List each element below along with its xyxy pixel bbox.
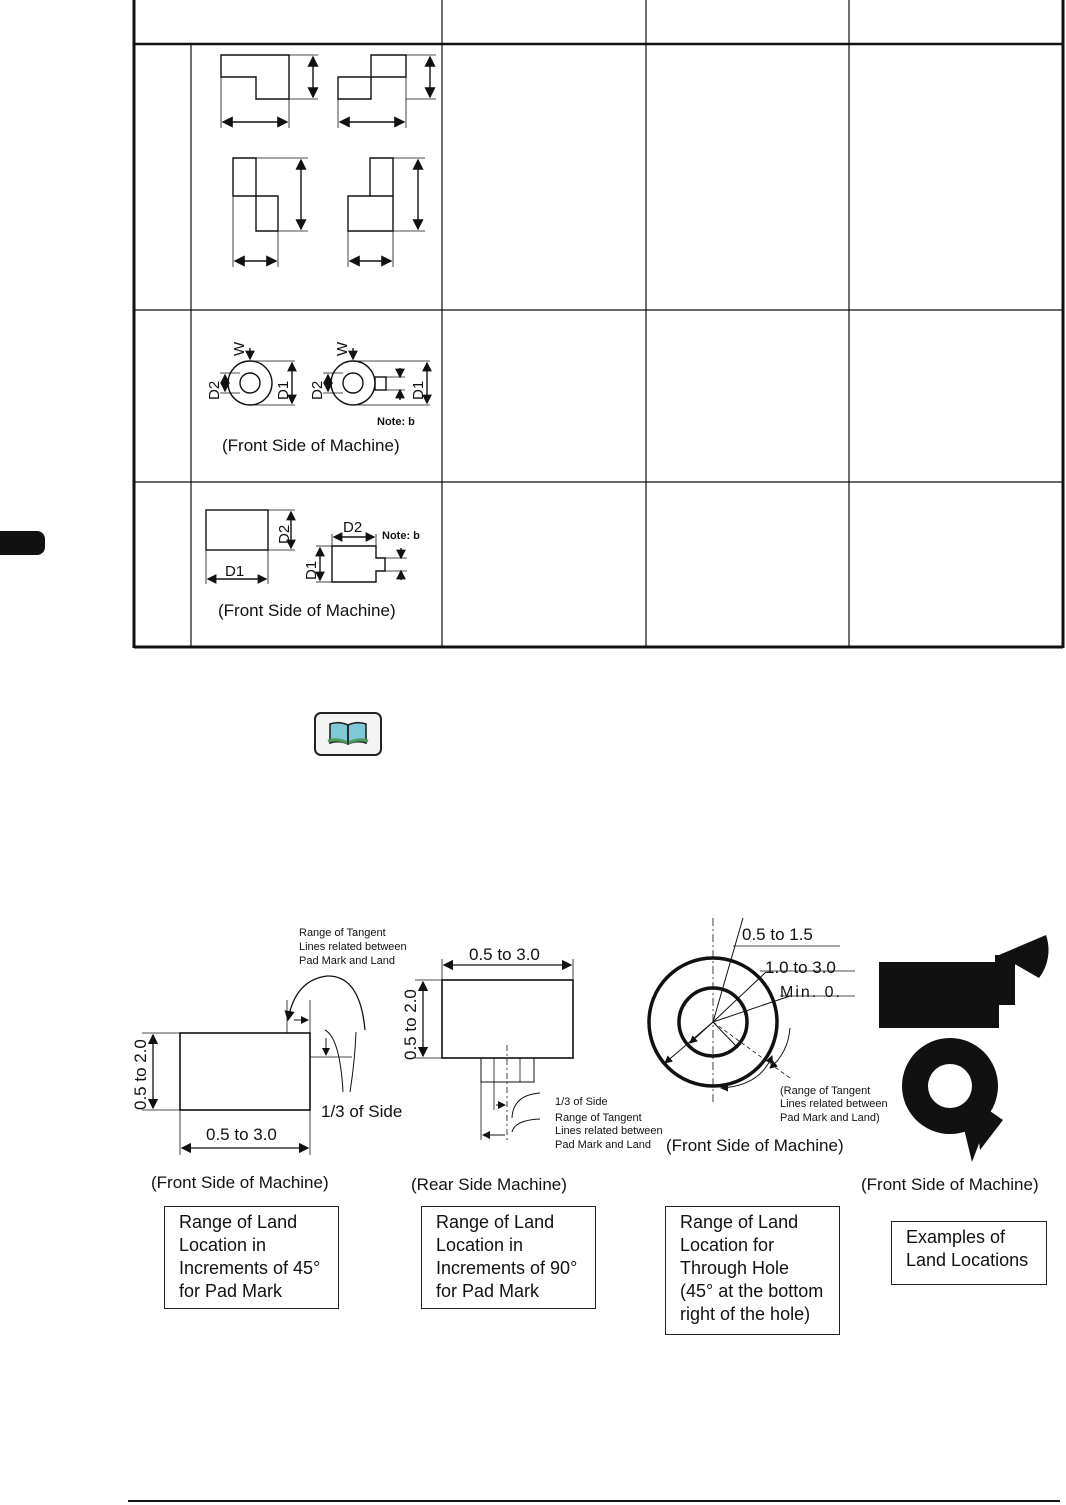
fig3-tangent-note-3: Pad Mark and Land) [780,1112,880,1124]
fig3-tangent-note-2: Lines related between [780,1098,888,1110]
book-icon[interactable] [314,712,382,756]
rect-pad-1 [206,510,268,550]
fig1-width-label: 0.5 to 3.0 [206,1125,277,1144]
fig2-box-line-3: Increments of 90° [436,1258,578,1278]
fig1-caption: (Front Side of Machine) [151,1173,329,1192]
fig2-height-label: 0.5 to 2.0 [401,989,420,1060]
label-d2-rect2: D2 [343,519,363,536]
fig1-height-label: 0.5 to 2.0 [131,1039,150,1110]
round-pad-hole-1 [240,373,260,393]
fig2-box-line-2: Location in [436,1235,524,1255]
round-pad-land [375,377,386,390]
fig3-through-hole-diagram [640,918,900,1163]
fig3-dim2-label: 1.0 to 3.0 [765,958,836,977]
fig1-pad-mark-diagram [120,920,430,1180]
fig1-tangent-note-3: Pad Mark and Land [299,955,396,967]
label-note-b-rect: Note: b [382,530,420,542]
label-w-1: W [231,341,248,356]
label-note-b: Note: b [377,416,415,428]
round-pad-diagram [195,330,440,480]
fig4-land-examples [870,930,1060,1170]
fig1-box-line-2: Location in [179,1235,267,1255]
rect-pad-2 [332,546,385,582]
footer-rule [128,1500,1060,1502]
fig3-tangent-note-1: (Range of Tangent [780,1085,871,1097]
label-w-2: W [334,341,351,356]
round-pad-outer-1 [228,361,272,405]
fig1-side-label: 1/3 of Side [321,1102,403,1121]
step-shape-b [338,55,406,99]
fig2-tangent-note-2: Lines related between [555,1125,663,1137]
fig2-box-line-4: for Pad Mark [436,1281,540,1301]
spec-table [0,0,1066,660]
label-d2-rect1: D2 [276,524,293,544]
fig4-box-line-1: Examples of [906,1227,1006,1247]
fig1-box-line-3: Increments of 45° [179,1258,321,1278]
label-d1-1: D1 [275,380,292,400]
label-d2-1: D2 [206,380,223,400]
row2-caption: (Front Side of Machine) [222,436,400,455]
fig4-caption: (Front Side of Machine) [861,1175,1039,1194]
fig2-rear-side-diagram [390,935,670,1160]
label-d1-2: D1 [410,380,427,400]
label-d2-2: D2 [309,380,326,400]
fig4-box-line-2: Land Locations [906,1250,1029,1270]
fig3-caption: (Front Side of Machine) [666,1136,844,1155]
fig3-box-line-3: Through Hole [680,1258,790,1278]
fig2-tangent-note-1: Range of Tangent [555,1112,642,1124]
step-shape-c [233,158,278,231]
fig4-black-pad [879,962,999,1028]
fig2-pad-rect [442,980,573,1058]
fig3-box-line-1: Range of Land [680,1212,799,1232]
label-d1-rect1: D1 [225,563,245,580]
fig1-tangent-note-2: Lines related between [299,941,407,953]
step-shape-d [348,158,393,231]
fig3-box-line-4: (45° at the bottom [680,1281,824,1301]
fig3-box-line-2: Location for [680,1235,775,1255]
fig3-box [665,1206,840,1335]
fig2-box-line-1: Range of Land [436,1212,555,1232]
step-shapes-diagram [200,50,440,280]
fig3-dim1-label: 0.5 to 1.5 [742,925,813,944]
round-pad-outer-2 [331,361,375,405]
fig2-caption: (Rear Side Machine) [411,1175,567,1194]
fig2-tangent-note-3: Pad Mark and Land [555,1139,652,1151]
fig1-tangent-note-1: Range of Tangent [299,927,386,939]
step-shape-a [221,55,289,99]
fig3-dim3-label: Min. 0. [780,984,843,1001]
label-d1-rect2: D1 [303,560,320,580]
rect-pad-diagram [195,500,440,595]
fig1-box-line-1: Range of Land [179,1212,298,1232]
fig3-box-line-5: right of the hole) [680,1304,811,1324]
fig1-box-line-4: for Pad Mark [179,1281,283,1301]
round-pad-hole-2 [343,373,363,393]
fig1-pad-rect [180,1033,310,1110]
fig2-width-label: 0.5 to 3.0 [469,945,540,964]
fig2-box [421,1206,596,1309]
fig2-side-label: 1/3 of Side [555,1096,608,1108]
row3-caption: (Front Side of Machine) [218,601,396,620]
fig4-box [891,1221,1047,1285]
fig1-box [164,1206,339,1309]
